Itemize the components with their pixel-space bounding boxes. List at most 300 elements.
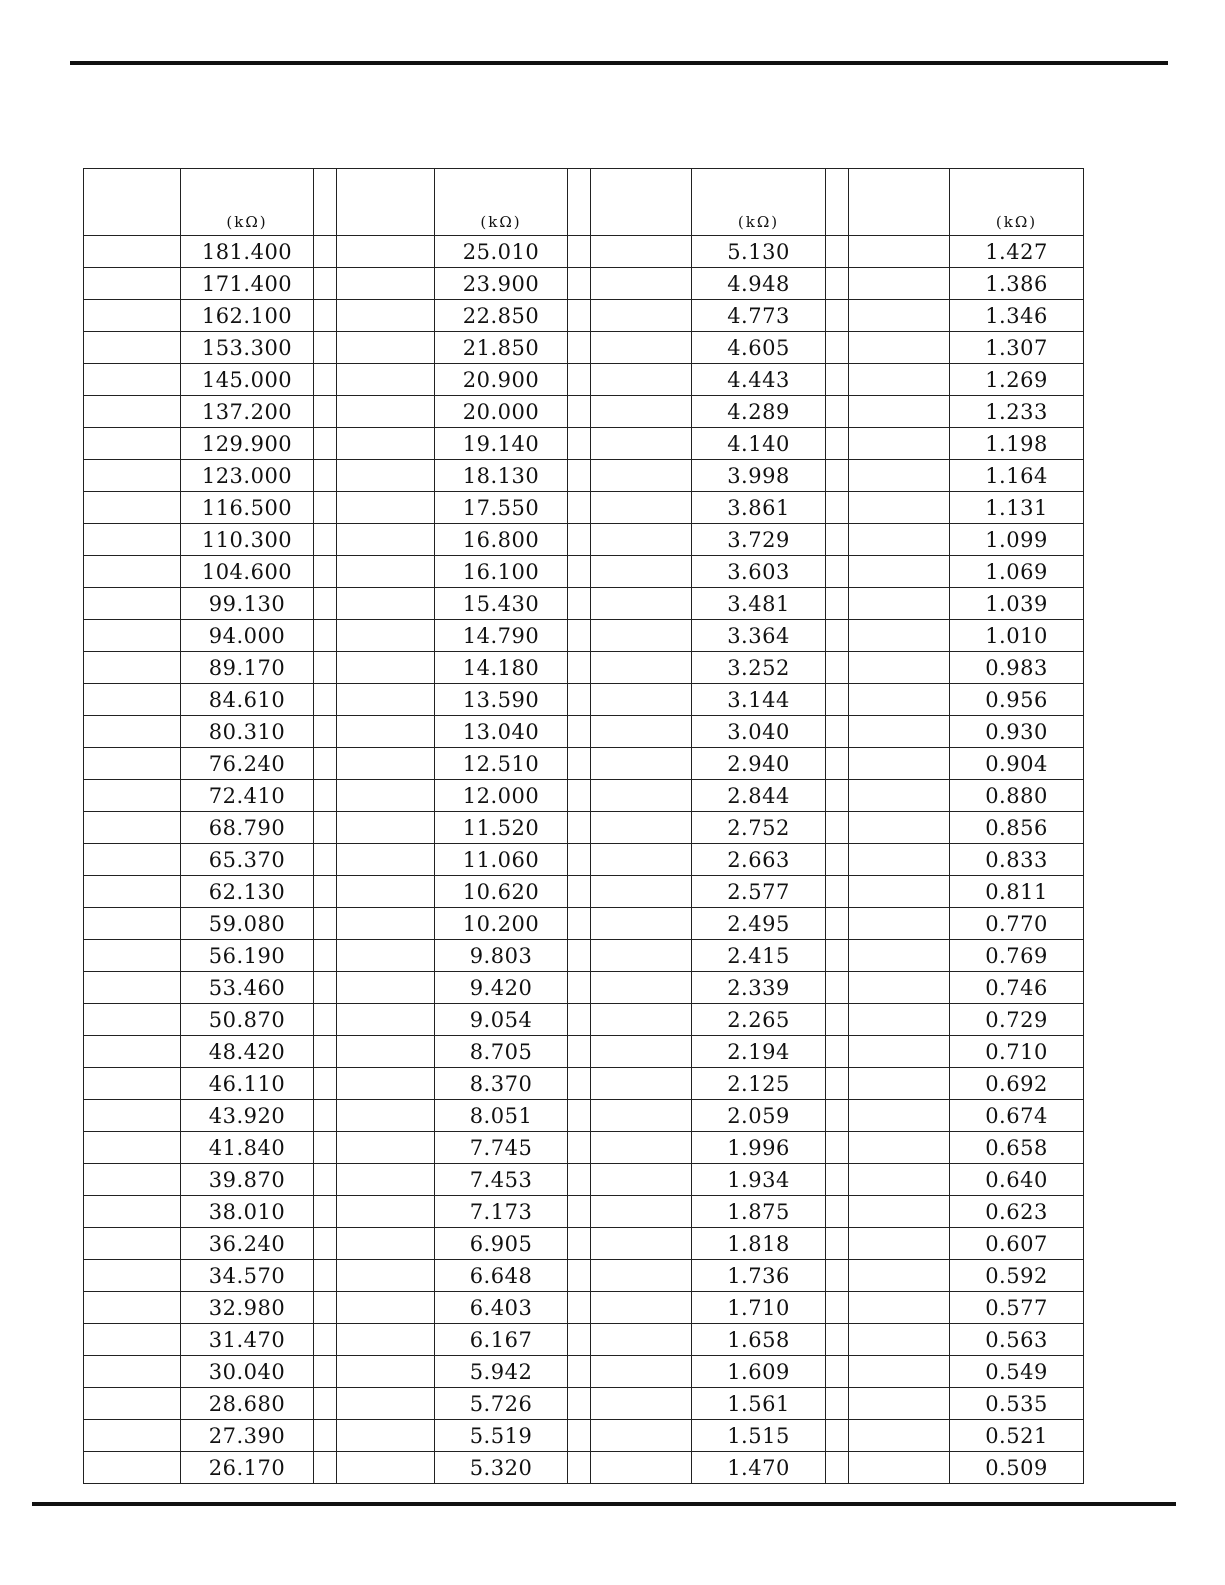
temperature-cell (591, 1228, 692, 1260)
resistance-value-cell: 123.000 (181, 460, 314, 492)
column-gap (568, 844, 591, 876)
resistance-value-cell: 0.880 (950, 780, 1084, 812)
temperature-cell (84, 780, 181, 812)
resistance-value-cell: 2.577 (692, 876, 826, 908)
table-row (84, 1356, 1084, 1388)
temperature-cell (591, 940, 692, 972)
column-gap (314, 1164, 337, 1196)
temperature-cell (849, 620, 950, 652)
temperature-cell (849, 812, 950, 844)
temperature-cell (84, 1260, 181, 1292)
column-gap (314, 1388, 337, 1420)
table-row (84, 1036, 1084, 1068)
temperature-cell (591, 1356, 692, 1388)
column-gap (826, 1420, 849, 1452)
temperature-cell (84, 1004, 181, 1036)
resistance-value-cell: 2.844 (692, 780, 826, 812)
temperature-cell (84, 332, 181, 364)
temperature-cell (849, 652, 950, 684)
column-gap (314, 1324, 337, 1356)
table-row (84, 332, 1084, 364)
temperature-cell (337, 492, 435, 524)
column-gap (314, 748, 337, 780)
column-gap (314, 652, 337, 684)
temperature-cell (591, 268, 692, 300)
temperature-cell (84, 1100, 181, 1132)
resistance-value-cell: 8.051 (435, 1100, 568, 1132)
table-row (84, 844, 1084, 876)
resistance-value-cell: 0.563 (950, 1324, 1084, 1356)
column-gap (826, 1036, 849, 1068)
temperature-cell (849, 1164, 950, 1196)
temperature-cell (337, 1356, 435, 1388)
temperature-cell (84, 588, 181, 620)
column-gap (314, 460, 337, 492)
resistance-value-cell: 25.010 (435, 236, 568, 268)
temperature-cell (84, 1388, 181, 1420)
temperature-cell (591, 844, 692, 876)
column-gap (568, 780, 591, 812)
temperature-cell (84, 1068, 181, 1100)
column-gap (314, 556, 337, 588)
resistance-value-cell: 1.307 (950, 332, 1084, 364)
temperature-cell (337, 1420, 435, 1452)
resistance-value-cell: 13.590 (435, 684, 568, 716)
table-row (84, 1004, 1084, 1036)
table-row (84, 748, 1084, 780)
temperature-cell (591, 1420, 692, 1452)
temperature-cell (849, 1132, 950, 1164)
resistance-value-cell: 17.550 (435, 492, 568, 524)
temperature-cell (337, 684, 435, 716)
resistance-value-cell: 21.850 (435, 332, 568, 364)
resistance-value-cell: 10.620 (435, 876, 568, 908)
column-gap (826, 428, 849, 460)
column-gap (314, 844, 337, 876)
temperature-cell (337, 524, 435, 556)
resistance-value-cell: 32.980 (181, 1292, 314, 1324)
resistance-value-cell: 76.240 (181, 748, 314, 780)
table-row (84, 908, 1084, 940)
temperature-cell (84, 524, 181, 556)
temperature-cell (337, 460, 435, 492)
resistance-value-cell: 2.265 (692, 1004, 826, 1036)
temperature-cell (337, 844, 435, 876)
resistance-value-cell: 10.200 (435, 908, 568, 940)
temperature-cell (849, 268, 950, 300)
resistance-value-cell: 2.940 (692, 748, 826, 780)
temperature-cell (591, 460, 692, 492)
column-gap (568, 396, 591, 428)
resistance-value-cell: 39.870 (181, 1164, 314, 1196)
resistance-value-cell: 0.521 (950, 1420, 1084, 1452)
column-gap (826, 364, 849, 396)
column-gap (314, 972, 337, 1004)
column-gap (568, 1452, 591, 1484)
resistance-value-cell: 4.140 (692, 428, 826, 460)
resistance-value-cell: 12.510 (435, 748, 568, 780)
table-row (84, 588, 1084, 620)
table-row (84, 556, 1084, 588)
temperature-cell (849, 236, 950, 268)
column-gap (826, 1356, 849, 1388)
resistance-value-cell: 80.310 (181, 716, 314, 748)
column-gap (314, 1228, 337, 1260)
table-row (84, 1292, 1084, 1324)
temperature-cell (84, 1452, 181, 1484)
temperature-cell (849, 428, 950, 460)
temperature-cell (84, 940, 181, 972)
temperature-cell (849, 588, 950, 620)
column-gap (314, 492, 337, 524)
column-gap (826, 1164, 849, 1196)
temperature-cell (84, 460, 181, 492)
temperature-cell (591, 1292, 692, 1324)
table-row (84, 812, 1084, 844)
temperature-cell (591, 748, 692, 780)
resistance-value-cell: 84.610 (181, 684, 314, 716)
column-gap (314, 940, 337, 972)
resistance-value-cell: 56.190 (181, 940, 314, 972)
temperature-cell (849, 524, 950, 556)
temperature-cell (591, 716, 692, 748)
temperature-cell (84, 652, 181, 684)
table-row (84, 1452, 1084, 1484)
resistance-value-cell: 3.603 (692, 556, 826, 588)
resistance-value-cell: 5.726 (435, 1388, 568, 1420)
column-gap (826, 492, 849, 524)
column-gap (568, 492, 591, 524)
resistance-value-cell: 1.609 (692, 1356, 826, 1388)
resistance-value-cell: 3.364 (692, 620, 826, 652)
temperature-cell (84, 1292, 181, 1324)
column-gap (314, 332, 337, 364)
column-gap (826, 1228, 849, 1260)
column-gap (568, 236, 591, 268)
column-gap (568, 620, 591, 652)
temperature-cell (337, 1100, 435, 1132)
temperature-cell (337, 1388, 435, 1420)
column-gap (314, 396, 337, 428)
column-gap (826, 908, 849, 940)
resistance-unit-label: (kΩ) (181, 169, 314, 236)
resistance-value-cell: 1.710 (692, 1292, 826, 1324)
temperature-cell (591, 1004, 692, 1036)
temperature-cell (591, 972, 692, 1004)
column-gap (568, 524, 591, 556)
table-row (84, 1132, 1084, 1164)
temperature-cell (84, 1356, 181, 1388)
temperature-header-cell (591, 169, 692, 236)
resistance-value-cell: 8.370 (435, 1068, 568, 1100)
temperature-cell (849, 940, 950, 972)
resistance-value-cell: 9.054 (435, 1004, 568, 1036)
temperature-cell (591, 780, 692, 812)
column-gap (826, 684, 849, 716)
temperature-cell (337, 364, 435, 396)
resistance-value-cell: 0.592 (950, 1260, 1084, 1292)
resistance-value-cell: 31.470 (181, 1324, 314, 1356)
temperature-cell (337, 1068, 435, 1100)
resistance-value-cell: 16.800 (435, 524, 568, 556)
temperature-cell (84, 300, 181, 332)
resistance-value-cell: 1.386 (950, 268, 1084, 300)
resistance-value-cell: 1.269 (950, 364, 1084, 396)
temperature-header-cell (84, 169, 181, 236)
resistance-value-cell: 1.427 (950, 236, 1084, 268)
resistance-value-cell: 65.370 (181, 844, 314, 876)
temperature-cell (337, 1260, 435, 1292)
resistance-table (83, 168, 1084, 1484)
column-gap (314, 876, 337, 908)
column-gap (826, 1452, 849, 1484)
resistance-value-cell: 0.577 (950, 1292, 1084, 1324)
column-gap (314, 364, 337, 396)
temperature-cell (591, 332, 692, 364)
temperature-cell (849, 556, 950, 588)
temperature-cell (849, 364, 950, 396)
temperature-cell (337, 908, 435, 940)
temperature-cell (849, 908, 950, 940)
resistance-value-cell: 181.400 (181, 236, 314, 268)
column-gap (568, 588, 591, 620)
column-gap (826, 1292, 849, 1324)
resistance-value-cell: 12.000 (435, 780, 568, 812)
resistance-value-cell: 28.680 (181, 1388, 314, 1420)
column-gap (314, 1068, 337, 1100)
resistance-value-cell: 5.130 (692, 236, 826, 268)
column-gap (568, 1292, 591, 1324)
temperature-cell (849, 332, 950, 364)
temperature-cell (591, 1100, 692, 1132)
resistance-value-cell: 0.509 (950, 1452, 1084, 1484)
resistance-value-cell: 19.140 (435, 428, 568, 460)
column-gap (568, 1228, 591, 1260)
temperature-cell (591, 364, 692, 396)
table-row (84, 940, 1084, 972)
temperature-cell (591, 1036, 692, 1068)
column-gap (568, 1420, 591, 1452)
column-gap (826, 876, 849, 908)
resistance-value-cell: 171.400 (181, 268, 314, 300)
temperature-cell (84, 1420, 181, 1452)
temperature-cell (849, 1452, 950, 1484)
table-row (84, 428, 1084, 460)
temperature-cell (337, 652, 435, 684)
table-row (84, 300, 1084, 332)
resistance-value-cell: 3.998 (692, 460, 826, 492)
temperature-cell (337, 236, 435, 268)
temperature-cell (84, 812, 181, 844)
resistance-value-cell: 59.080 (181, 908, 314, 940)
resistance-value-cell: 72.410 (181, 780, 314, 812)
resistance-value-cell: 27.390 (181, 1420, 314, 1452)
resistance-value-cell: 11.520 (435, 812, 568, 844)
temperature-cell (84, 236, 181, 268)
column-gap (826, 1100, 849, 1132)
resistance-value-cell: 6.905 (435, 1228, 568, 1260)
temperature-cell (591, 1260, 692, 1292)
resistance-unit-label: (kΩ) (950, 169, 1084, 236)
column-gap (568, 268, 591, 300)
resistance-value-cell: 68.790 (181, 812, 314, 844)
temperature-cell (337, 812, 435, 844)
column-gap (826, 780, 849, 812)
resistance-value-cell: 30.040 (181, 1356, 314, 1388)
column-gap (568, 876, 591, 908)
resistance-value-cell: 0.549 (950, 1356, 1084, 1388)
resistance-value-cell: 162.100 (181, 300, 314, 332)
table-row (84, 1324, 1084, 1356)
temperature-cell (849, 716, 950, 748)
resistance-value-cell: 5.942 (435, 1356, 568, 1388)
temperature-cell (591, 396, 692, 428)
column-gap (314, 1132, 337, 1164)
column-gap (568, 940, 591, 972)
resistance-value-cell: 53.460 (181, 972, 314, 1004)
table-row (84, 396, 1084, 428)
column-gap (826, 1260, 849, 1292)
resistance-value-cell: 34.570 (181, 1260, 314, 1292)
resistance-value-cell: 0.692 (950, 1068, 1084, 1100)
temperature-cell (591, 300, 692, 332)
temperature-cell (849, 876, 950, 908)
resistance-value-cell: 104.600 (181, 556, 314, 588)
resistance-value-cell: 20.000 (435, 396, 568, 428)
table-row (84, 652, 1084, 684)
resistance-value-cell: 137.200 (181, 396, 314, 428)
resistance-value-cell: 153.300 (181, 332, 314, 364)
resistance-value-cell: 1.818 (692, 1228, 826, 1260)
resistance-value-cell: 1.099 (950, 524, 1084, 556)
temperature-cell (849, 1228, 950, 1260)
column-gap (826, 588, 849, 620)
column-gap (568, 1324, 591, 1356)
table-row (84, 1388, 1084, 1420)
resistance-value-cell: 1.996 (692, 1132, 826, 1164)
temperature-cell (591, 556, 692, 588)
table-row (84, 268, 1084, 300)
resistance-value-cell: 14.180 (435, 652, 568, 684)
temperature-cell (337, 972, 435, 1004)
column-gap (826, 1068, 849, 1100)
temperature-cell (849, 748, 950, 780)
column-gap (314, 1420, 337, 1452)
resistance-value-cell: 129.900 (181, 428, 314, 460)
column-gap (826, 460, 849, 492)
resistance-value-cell: 4.773 (692, 300, 826, 332)
resistance-value-cell: 1.470 (692, 1452, 826, 1484)
resistance-value-cell: 0.770 (950, 908, 1084, 940)
resistance-value-cell: 41.840 (181, 1132, 314, 1164)
column-gap (568, 908, 591, 940)
resistance-value-cell: 0.833 (950, 844, 1084, 876)
column-gap (826, 169, 849, 236)
temperature-cell (591, 652, 692, 684)
table-row (84, 460, 1084, 492)
resistance-value-cell: 0.623 (950, 1196, 1084, 1228)
resistance-value-cell: 0.607 (950, 1228, 1084, 1260)
column-gap (826, 620, 849, 652)
resistance-value-cell: 1.875 (692, 1196, 826, 1228)
temperature-cell (591, 908, 692, 940)
temperature-cell (337, 1004, 435, 1036)
column-gap (568, 1100, 591, 1132)
temperature-cell (84, 684, 181, 716)
column-gap (826, 332, 849, 364)
resistance-value-cell: 0.983 (950, 652, 1084, 684)
resistance-value-cell: 0.930 (950, 716, 1084, 748)
column-gap (568, 684, 591, 716)
resistance-value-cell: 1.164 (950, 460, 1084, 492)
resistance-value-cell: 3.252 (692, 652, 826, 684)
resistance-value-cell: 1.069 (950, 556, 1084, 588)
temperature-cell (591, 1452, 692, 1484)
resistance-value-cell: 6.167 (435, 1324, 568, 1356)
temperature-cell (84, 876, 181, 908)
temperature-cell (591, 524, 692, 556)
resistance-value-cell: 0.710 (950, 1036, 1084, 1068)
resistance-value-cell: 26.170 (181, 1452, 314, 1484)
column-gap (568, 1196, 591, 1228)
column-gap (314, 620, 337, 652)
bottom-rule (32, 1502, 1176, 1506)
temperature-cell (84, 748, 181, 780)
resistance-value-cell: 2.495 (692, 908, 826, 940)
column-gap (314, 908, 337, 940)
resistance-value-cell: 1.010 (950, 620, 1084, 652)
temperature-cell (591, 1068, 692, 1100)
column-gap (314, 716, 337, 748)
resistance-value-cell: 23.900 (435, 268, 568, 300)
column-gap (826, 236, 849, 268)
column-gap (314, 1452, 337, 1484)
resistance-value-cell: 0.746 (950, 972, 1084, 1004)
table-row (84, 1228, 1084, 1260)
resistance-unit-label: (kΩ) (692, 169, 826, 236)
temperature-cell (849, 844, 950, 876)
resistance-value-cell: 7.453 (435, 1164, 568, 1196)
temperature-cell (849, 1004, 950, 1036)
temperature-cell (84, 1036, 181, 1068)
temperature-cell (849, 1100, 950, 1132)
resistance-value-cell: 1.934 (692, 1164, 826, 1196)
temperature-cell (337, 556, 435, 588)
column-gap (826, 972, 849, 1004)
table-row (84, 1260, 1084, 1292)
resistance-value-cell: 4.948 (692, 268, 826, 300)
resistance-value-cell: 3.040 (692, 716, 826, 748)
column-gap (568, 1036, 591, 1068)
temperature-cell (84, 620, 181, 652)
resistance-value-cell: 1.658 (692, 1324, 826, 1356)
column-gap (314, 236, 337, 268)
column-gap (568, 972, 591, 1004)
column-gap (826, 716, 849, 748)
column-gap (314, 588, 337, 620)
table-row (84, 1164, 1084, 1196)
column-gap (568, 1356, 591, 1388)
column-gap (826, 652, 849, 684)
temperature-cell (849, 684, 950, 716)
temperature-cell (849, 972, 950, 1004)
resistance-value-cell: 1.131 (950, 492, 1084, 524)
resistance-value-cell: 11.060 (435, 844, 568, 876)
temperature-cell (337, 748, 435, 780)
resistance-value-cell: 2.752 (692, 812, 826, 844)
resistance-value-cell: 2.059 (692, 1100, 826, 1132)
resistance-value-cell: 3.144 (692, 684, 826, 716)
